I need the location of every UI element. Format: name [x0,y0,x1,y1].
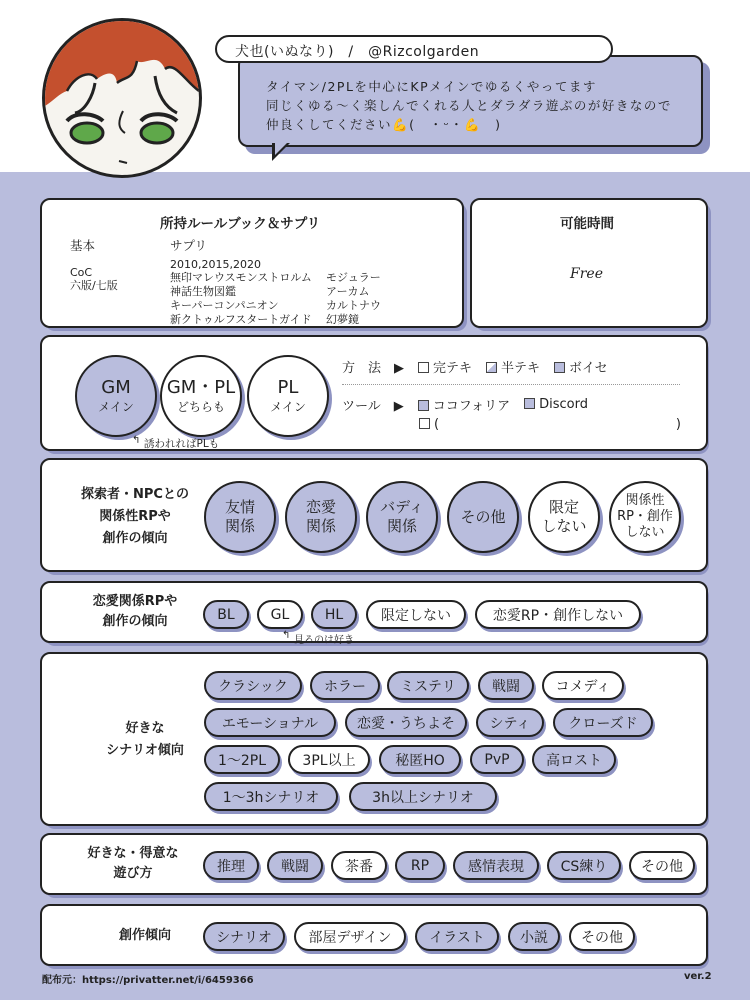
availability-card [470,198,708,328]
playstyle-option: 推理 [203,851,259,880]
playstyle-label: 好きな・得意な 遊び方 [87,846,179,881]
creation-label: 創作傾向 [118,928,171,943]
romance-option: 恋愛RP・創作しない [475,600,641,629]
scenario-option: ミステリ [387,671,469,700]
scenario-card [40,652,708,826]
both-sub: どちらも [176,400,225,414]
scenario-option: 高ロスト [532,745,616,774]
playstyle-option: その他 [629,851,695,880]
supplement-item: モジュラー [326,271,381,284]
checkbox-icon [418,362,429,373]
basic-label: 基本 [70,238,96,253]
pl-main-circle [247,355,329,437]
relation-option: バディ 関係 [366,481,438,553]
creation-option: シナリオ [203,922,285,951]
scenario-option: エモーショナル [204,708,336,737]
method-option: 半テキ [501,361,541,376]
scenario-option: クラシック [204,671,302,700]
playstyle-option: 戦闘 [267,851,323,880]
creation-card [40,904,708,966]
scenario-option: 1〜2PL [204,745,280,774]
tool-option: ココフォリア [432,399,511,414]
avatar-illustration [45,21,199,175]
romance-card [40,581,708,646]
years: 2010,2015,2020 [170,258,261,271]
bio-line: 同じくゆる〜く楽しんでくれる人とダラダラ遊ぶのが好きなので [266,98,672,113]
supplement-item: カルトナウ [326,299,381,312]
avatar [42,18,202,178]
both-label: GM・PL [166,377,236,398]
creation-option: その他 [569,922,635,951]
checkbox-half-icon [486,362,497,373]
pl-note: 誘われればPLも [144,438,220,450]
playstyle-option: 感情表現 [453,851,539,880]
supplement-item: 新クトゥルフスタートガイド [170,313,312,326]
romance-option: HL [311,600,357,629]
supple-label: サプリ [170,238,208,253]
tool-label: ツール ▶ [342,399,404,414]
speech-tail-inner [275,143,287,155]
relation-option: 友情 関係 [204,481,276,553]
tool-other-row [419,417,681,432]
gm-main-sub: メイン [98,400,134,414]
bio-box [238,55,703,147]
romance-note: 見るのは好き [294,635,354,646]
pl-main-sub: メイン [270,400,306,414]
scenario-option: 恋愛・うちよそ [345,708,467,737]
handle-box [215,35,613,63]
playstyle-card [40,833,708,895]
creation-option: 小説 [508,922,560,951]
relations-card [40,458,708,572]
checkbox-checked-icon [524,398,535,409]
scenario-option: ホラー [310,671,380,700]
checkbox-checked-icon [418,400,429,411]
system-name: CoC [70,266,93,279]
relation-option: 関係性 RP・創作 しない [609,481,681,553]
method-label: 方 法 ▶ [342,361,404,376]
version-label: ver.2 [684,971,712,982]
creation-option: 部屋デザイン [294,922,406,951]
availability-title: 可能時間 [560,216,614,232]
method-option: 完テキ [433,361,473,376]
play-style-card [40,335,708,451]
scenario-option: PvP [470,745,524,774]
pl-main-label: PL [277,377,299,398]
tool-option: Discord [539,397,588,412]
gm-main-circle [75,355,157,437]
relation-option: 恋愛 関係 [285,481,357,553]
rulebook-card [40,198,464,328]
edition: 六版/七版 [70,279,118,292]
playstyle-option: 茶番 [331,851,387,880]
method-option: ボイセ [569,361,608,376]
divider [342,384,680,385]
scenario-option: コメディ [542,671,624,700]
supplement-item: 神話生物図鑑 [170,285,236,298]
curved-arrow-icon: ↰ [132,435,141,446]
checkbox-icon [419,418,430,429]
romance-label: 恋愛関係RPや 創作の傾向 [92,594,178,629]
creation-option: イラスト [415,922,499,951]
tool-other-open: ( [434,417,440,432]
both-circle [160,355,242,437]
scenario-option: 3h以上シナリオ [349,782,497,811]
rulebook-title: 所持ルールブック＆サプリ [160,216,321,232]
scenario-option: 秘匿HO [379,745,461,774]
gm-main-label: GM [101,377,131,398]
bio-line: 仲良くしてください💪( ・ᵕ・💪 ) [266,117,502,132]
supplement-item: キーパーコンパニオン [170,299,279,312]
handle-text: 犬也(いぬなり) / @Rizcolgarden [235,44,480,60]
playstyle-option: CS練り [547,851,621,880]
supplement-item: 幻夢鏡 [326,313,359,326]
supplement-item: アーカム [326,285,370,298]
playstyle-option: RP [395,851,445,880]
scenario-option: 戦闘 [478,671,534,700]
romance-option: GL [257,600,303,629]
source-credit: 配布元：https://privatter.net/i/6459366 [42,975,254,986]
method-row [342,357,608,376]
tool-other-close: ) [675,417,681,432]
romance-option: BL [203,600,249,629]
relations-label: 探索者・NPCとの 関係性RPや 創作の傾向 [81,487,189,546]
scenario-option: クローズド [553,708,653,737]
scenario-label: 好きな シナリオ傾向 [106,721,184,758]
scenario-option: シティ [476,708,544,737]
scenario-option: 1〜3hシナリオ [204,782,338,811]
supplement-item: 無印マレウスモンストロルム [170,271,312,284]
relation-option: その他 [447,481,519,553]
relation-option: 限定 しない [528,481,600,553]
curved-arrow-icon: ↰ [282,630,291,641]
checkbox-checked-icon [554,362,565,373]
tool-row [342,395,588,414]
romance-option: 限定しない [366,600,466,629]
bio-line: タイマン/2PLを中心にKPメインでゆるくやってます [266,79,597,94]
availability-value: Free [570,266,603,282]
scenario-option: 3PL以上 [288,745,370,774]
